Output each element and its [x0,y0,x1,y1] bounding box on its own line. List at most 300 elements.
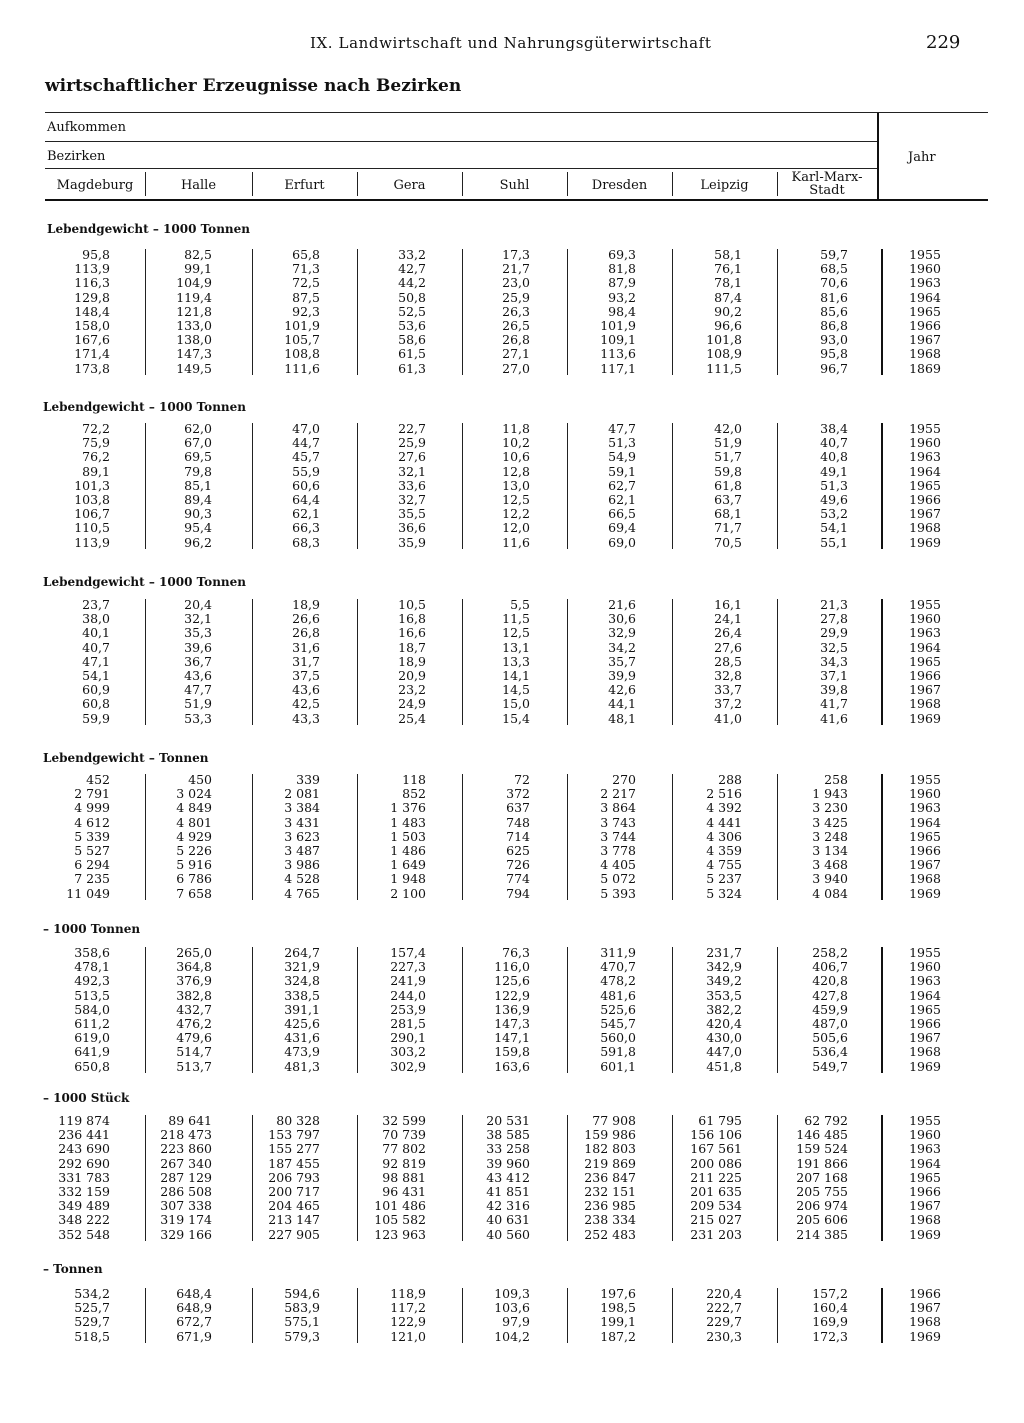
cell-year: 1967 [909,332,941,347]
table-row [0,773,1024,787]
cell-karl-marx-stadt: 214 385 [796,1227,848,1242]
cell-karl-marx-stadt: 169,9 [812,1314,848,1329]
cell-gera: 35,9 [398,535,426,550]
cell-halle: 648,4 [176,1286,212,1301]
table-row [0,669,1024,683]
cell-year: 1955 [909,597,941,612]
cell-suhl: 26,5 [502,318,530,333]
cell-year: 1969 [909,1329,941,1344]
cell-karl-marx-stadt: 32,5 [820,640,848,655]
cell-halle: 32,1 [184,611,212,626]
cell-magdeburg: 38,0 [82,611,110,626]
cell-erfurt: 579,3 [284,1329,320,1344]
cell-erfurt: 3 986 [284,857,320,872]
cell-erfurt: 321,9 [284,959,320,974]
cell-karl-marx-stadt: 49,6 [820,492,848,507]
cell-leipzig: 26,4 [714,625,742,640]
cell-dresden: 560,0 [600,1030,636,1045]
cell-dresden: 39,9 [608,668,636,683]
table-row [0,362,1024,376]
cell-gera: 58,6 [398,332,426,347]
cell-leipzig: 201 635 [690,1184,742,1199]
cell-leipzig: 101,8 [706,332,742,347]
table-row [0,872,1024,886]
cell-gera: 1 503 [390,829,426,844]
table-row [0,816,1024,830]
cell-karl-marx-stadt: 86,8 [820,318,848,333]
cell-suhl: 10,6 [502,449,530,464]
cell-magdeburg: 101,3 [74,478,110,493]
cell-suhl: 774 [506,871,530,886]
cell-leipzig: 4 441 [706,815,742,830]
cell-suhl: 748 [506,815,530,830]
cell-suhl: 125,6 [494,973,530,988]
cell-erfurt: 3 431 [284,815,320,830]
cell-leipzig: 4 359 [706,843,742,858]
cell-leipzig: 78,1 [714,275,742,290]
column-header-leipzig: Leipzig [700,178,749,193]
cell-gera: 290,1 [390,1030,426,1045]
cell-magdeburg: 584,0 [74,1002,110,1017]
cell-leipzig: 41,0 [714,711,742,726]
cell-halle: 432,7 [176,1002,212,1017]
section-title: Lebendgewicht – 1000 Tonnen [47,222,250,236]
cell-dresden: 117,1 [600,361,636,376]
table-row [0,262,1024,276]
cell-leipzig: 87,4 [714,290,742,305]
cell-dresden: 42,6 [608,682,636,697]
cell-gera: 101 486 [374,1198,426,1213]
cell-year: 1967 [909,1030,941,1045]
cell-erfurt: 575,1 [284,1314,320,1329]
table-row [0,1199,1024,1213]
cell-dresden: 525,6 [600,1002,636,1017]
cell-leipzig: 24,1 [714,611,742,626]
cell-dresden: 236 985 [584,1198,636,1213]
cell-year: 1965 [909,654,941,669]
cell-magdeburg: 119 874 [58,1113,110,1128]
column-header-gera: Gera [393,178,426,193]
cell-dresden: 69,0 [608,535,636,550]
cell-gera: 32,1 [398,464,426,479]
cell-year: 1964 [909,1156,941,1171]
cell-karl-marx-stadt: 29,9 [820,625,848,640]
table-row [0,683,1024,697]
cell-dresden: 252 483 [584,1227,636,1242]
cell-halle: 47,7 [184,682,212,697]
cell-suhl: 625 [506,843,530,858]
cell-leipzig: 215 027 [690,1212,742,1227]
cell-halle: 265,0 [176,945,212,960]
cell-suhl: 42 316 [486,1198,530,1213]
cell-halle: 62,0 [184,421,212,436]
cell-suhl: 163,6 [494,1059,530,1074]
cell-dresden: 34,2 [608,640,636,655]
cell-halle: 51,9 [184,696,212,711]
cell-gera: 20,9 [398,668,426,683]
cell-year: 1960 [909,261,941,276]
cell-suhl: 25,9 [502,290,530,305]
cell-halle: 104,9 [176,275,212,290]
cell-year: 1967 [909,682,941,697]
cell-year: 1967 [909,1300,941,1315]
cell-year: 1964 [909,290,941,305]
cell-halle: 671,9 [176,1329,212,1344]
cell-gera: 52,5 [398,304,426,319]
cell-magdeburg: 358,6 [74,945,110,960]
cell-gera: 33,2 [398,247,426,262]
cell-gera: 27,6 [398,449,426,464]
cell-dresden: 3 743 [600,815,636,830]
table-row [0,612,1024,626]
cell-halle: 476,2 [176,1016,212,1031]
cell-karl-marx-stadt: 1 943 [812,786,848,801]
cell-magdeburg: 106,7 [74,506,110,521]
cell-dresden: 101,9 [600,318,636,333]
cell-magdeburg: 171,4 [74,346,110,361]
cell-halle: 223 860 [160,1141,212,1156]
cell-erfurt: 71,3 [292,261,320,276]
cell-magdeburg: 452 [86,772,110,787]
table-row [0,655,1024,669]
cell-suhl: 13,3 [502,654,530,669]
cell-year: 1968 [909,1212,941,1227]
cell-gera: 244,0 [390,988,426,1003]
cell-halle: 79,8 [184,464,212,479]
header-jahr-divider [877,113,879,200]
cell-karl-marx-stadt: 27,8 [820,611,848,626]
cell-dresden: 69,4 [608,520,636,535]
table-row [0,248,1024,262]
cell-halle: 35,3 [184,625,212,640]
cell-gera: 77 802 [382,1141,426,1156]
cell-suhl: 72 [514,772,530,787]
cell-erfurt: 153 797 [268,1127,320,1142]
cell-year: 1965 [909,829,941,844]
cell-dresden: 478,2 [600,973,636,988]
cell-erfurt: 583,9 [284,1300,320,1315]
cell-erfurt: 43,6 [292,682,320,697]
cell-dresden: 591,8 [600,1044,636,1059]
cell-erfurt: 425,6 [284,1016,320,1031]
cell-leipzig: 27,6 [714,640,742,655]
cell-gera: 2 100 [390,886,426,901]
cell-year: 1967 [909,1198,941,1213]
cell-dresden: 3 864 [600,800,636,815]
cell-year: 1955 [909,421,941,436]
table-row [0,1213,1024,1227]
cell-magdeburg: 113,9 [74,261,110,276]
cell-erfurt: 18,9 [292,597,320,612]
cell-gera: 50,8 [398,290,426,305]
cell-erfurt: 227 905 [268,1227,320,1242]
cell-halle: 85,1 [184,478,212,493]
cell-magdeburg: 103,8 [74,492,110,507]
cell-magdeburg: 76,2 [82,449,110,464]
cell-dresden: 62,7 [608,478,636,493]
header-column-divider [145,172,146,196]
column-header-karl-marx-stadt: Karl-Marx- Stadt [791,170,863,198]
cell-leipzig: 451,8 [706,1059,742,1074]
cell-suhl: 43 412 [486,1170,530,1185]
cell-dresden: 47,7 [608,421,636,436]
cell-halle: 5 916 [176,857,212,872]
cell-halle: 89 641 [168,1113,212,1128]
cell-gera: 1 948 [390,871,426,886]
cell-halle: 43,6 [184,668,212,683]
cell-gera: 42,7 [398,261,426,276]
cell-suhl: 372 [506,786,530,801]
cell-karl-marx-stadt: 49,1 [820,464,848,479]
table-row [0,1142,1024,1156]
cell-karl-marx-stadt: 3 468 [812,857,848,872]
cell-year: 1967 [909,506,941,521]
cell-magdeburg: 534,2 [74,1286,110,1301]
table-row [0,422,1024,436]
cell-erfurt: 64,4 [292,492,320,507]
cell-leipzig: 70,5 [714,535,742,550]
cell-leipzig: 51,7 [714,449,742,464]
cell-leipzig: 76,1 [714,261,742,276]
cell-halle: 4 849 [176,800,212,815]
table-row [0,1114,1024,1128]
cell-suhl: 12,5 [502,625,530,640]
cell-gera: 303,2 [390,1044,426,1059]
cell-erfurt: 187 455 [268,1156,320,1171]
cell-year: 1960 [909,435,941,450]
cell-magdeburg: 236 441 [58,1127,110,1142]
cell-karl-marx-stadt: 81,6 [820,290,848,305]
cell-magdeburg: 72,2 [82,421,110,436]
cell-dresden: 30,6 [608,611,636,626]
cell-year: 1969 [909,1227,941,1242]
cell-leipzig: 61,8 [714,478,742,493]
table-row [0,787,1024,801]
cell-year: 1966 [909,492,941,507]
table-row [0,465,1024,479]
table-row [0,1128,1024,1142]
table-row [0,626,1024,640]
cell-magdeburg: 292 690 [58,1156,110,1171]
cell-halle: 121,8 [176,304,212,319]
cell-karl-marx-stadt: 3 134 [812,843,848,858]
cell-gera: 121,0 [390,1329,426,1344]
cell-dresden: 601,1 [600,1059,636,1074]
cell-gera: 1 483 [390,815,426,830]
column-header-erfurt: Erfurt [284,178,325,193]
cell-dresden: 470,7 [600,959,636,974]
cell-gera: 302,9 [390,1059,426,1074]
cell-karl-marx-stadt: 427,8 [812,988,848,1003]
cell-magdeburg: 7 235 [74,871,110,886]
header-rule-1 [45,141,877,142]
cell-karl-marx-stadt: 85,6 [820,304,848,319]
cell-magdeburg: 4 999 [74,800,110,815]
table-row [0,887,1024,901]
cell-halle: 36,7 [184,654,212,669]
table-row [0,319,1024,333]
cell-suhl: 11,8 [502,421,530,436]
cell-suhl: 76,3 [502,945,530,960]
cell-leipzig: 32,8 [714,668,742,683]
cell-magdeburg: 2 791 [74,786,110,801]
cell-gera: 157,4 [390,945,426,960]
cell-karl-marx-stadt: 51,3 [820,478,848,493]
cell-magdeburg: 619,0 [74,1030,110,1045]
cell-halle: 4 801 [176,815,212,830]
cell-halle: 95,4 [184,520,212,535]
cell-erfurt: 31,7 [292,654,320,669]
cell-halle: 53,3 [184,711,212,726]
cell-suhl: 11,5 [502,611,530,626]
cell-suhl: 12,8 [502,464,530,479]
cell-karl-marx-stadt: 459,9 [812,1002,848,1017]
cell-erfurt: 213 147 [268,1212,320,1227]
cell-halle: 267 340 [160,1156,212,1171]
cell-halle: 513,7 [176,1059,212,1074]
cell-erfurt: 87,5 [292,290,320,305]
cell-halle: 20,4 [184,597,212,612]
running-header: IX. Landwirtschaft und Nahrungsgüterwirtschaft [310,34,712,52]
cell-dresden: 32,9 [608,625,636,640]
cell-halle: 5 226 [176,843,212,858]
cell-magdeburg: 167,6 [74,332,110,347]
cell-suhl: 104,2 [494,1329,530,1344]
cell-magdeburg: 525,7 [74,1300,110,1315]
table-row [0,276,1024,290]
cell-gera: 18,7 [398,640,426,655]
cell-dresden: 81,8 [608,261,636,276]
cell-year: 1968 [909,1044,941,1059]
cell-year: 1966 [909,318,941,333]
cell-leipzig: 61 795 [698,1113,742,1128]
cell-leipzig: 209 534 [690,1198,742,1213]
cell-year: 1969 [909,711,941,726]
cell-halle: 376,9 [176,973,212,988]
cell-halle: 450 [188,772,212,787]
cell-gera: 241,9 [390,973,426,988]
cell-karl-marx-stadt: 95,8 [820,346,848,361]
cell-leipzig: 71,7 [714,520,742,535]
cell-erfurt: 391,1 [284,1002,320,1017]
section-title: – Tonnen [43,1262,103,1276]
cell-leipzig: 211 225 [690,1170,742,1185]
cell-erfurt: 62,1 [292,506,320,521]
cell-leipzig: 5 237 [706,871,742,886]
table-row [0,858,1024,872]
cell-karl-marx-stadt: 41,7 [820,696,848,711]
cell-leipzig: 430,0 [706,1030,742,1045]
cell-year: 1955 [909,247,941,262]
cell-suhl: 11,6 [502,535,530,550]
cell-dresden: 199,1 [600,1314,636,1329]
cell-erfurt: 4 765 [284,886,320,901]
cell-leipzig: 51,9 [714,435,742,450]
cell-magdeburg: 348 222 [58,1212,110,1227]
cell-karl-marx-stadt: 21,3 [820,597,848,612]
section-title: – 1000 Tonnen [43,922,141,936]
cell-dresden: 54,9 [608,449,636,464]
cell-erfurt: 68,3 [292,535,320,550]
cell-dresden: 159 986 [584,1127,636,1142]
cell-halle: 382,8 [176,988,212,1003]
cell-dresden: 5 393 [600,886,636,901]
cell-karl-marx-stadt: 93,0 [820,332,848,347]
cell-dresden: 77 908 [592,1113,636,1128]
cell-magdeburg: 89,1 [82,464,110,479]
cell-dresden: 219 869 [584,1156,636,1171]
cell-halle: 138,0 [176,332,212,347]
cell-gera: 61,5 [398,346,426,361]
cell-leipzig: 230,3 [706,1329,742,1344]
table-row [0,479,1024,493]
cell-dresden: 62,1 [608,492,636,507]
cell-magdeburg: 518,5 [74,1329,110,1344]
cell-erfurt: 324,8 [284,973,320,988]
cell-dresden: 21,6 [608,597,636,612]
cell-gera: 1 486 [390,843,426,858]
cell-suhl: 20 531 [486,1113,530,1128]
table-row [0,305,1024,319]
cell-suhl: 12,5 [502,492,530,507]
cell-suhl: 17,3 [502,247,530,262]
table-row [0,1031,1024,1045]
cell-suhl: 14,5 [502,682,530,697]
cell-dresden: 35,7 [608,654,636,669]
cell-year: 1968 [909,696,941,711]
table-row [0,712,1024,726]
cell-halle: 479,6 [176,1030,212,1045]
cell-erfurt: 72,5 [292,275,320,290]
cell-halle: 648,9 [176,1300,212,1315]
cell-erfurt: 80 328 [276,1113,320,1128]
cell-karl-marx-stadt: 159 524 [796,1141,848,1156]
cell-erfurt: 47,0 [292,421,320,436]
cell-leipzig: 288 [718,772,742,787]
cell-suhl: 15,4 [502,711,530,726]
cell-halle: 218 473 [160,1127,212,1142]
cell-dresden: 44,1 [608,696,636,711]
cell-year: 1960 [909,786,941,801]
cell-leipzig: 28,5 [714,654,742,669]
cell-dresden: 2 217 [600,786,636,801]
cell-magdeburg: 529,7 [74,1314,110,1329]
cell-gera: 44,2 [398,275,426,290]
table-row [0,347,1024,361]
cell-leipzig: 382,2 [706,1002,742,1017]
table-row [0,1228,1024,1242]
cell-karl-marx-stadt: 160,4 [812,1300,848,1315]
cell-year: 1869 [909,361,941,376]
cell-erfurt: 3 487 [284,843,320,858]
cell-gera: 123 963 [374,1227,426,1242]
cell-erfurt: 108,8 [284,346,320,361]
cell-dresden: 238 334 [584,1212,636,1227]
cell-magdeburg: 59,9 [82,711,110,726]
cell-leipzig: 63,7 [714,492,742,507]
table-row [0,830,1024,844]
cell-halle: 69,5 [184,449,212,464]
table-row [0,1330,1024,1344]
cell-suhl: 27,1 [502,346,530,361]
cell-suhl: 714 [506,829,530,844]
cell-dresden: 311,9 [600,945,636,960]
section-title: Lebendgewicht – Tonnen [43,751,209,765]
cell-suhl: 26,3 [502,304,530,319]
cell-leipzig: 222,7 [706,1300,742,1315]
cell-gera: 33,6 [398,478,426,493]
cell-year: 1964 [909,815,941,830]
